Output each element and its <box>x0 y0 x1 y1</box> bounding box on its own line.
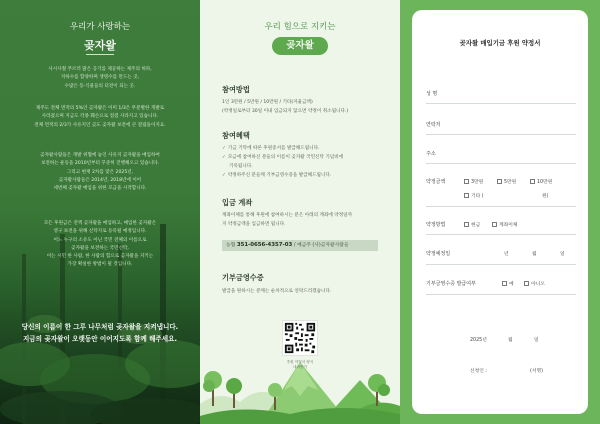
intro-eyebrow: 우리가 사랑하는 <box>69 22 131 32</box>
intro-line: 곶자왈사람들은 개발 위협에 놓인 사유지 곶자왈을 매입하여 <box>40 153 160 158</box>
name-label: 성 명 <box>426 91 438 97</box>
method-option-label: 계좌이체 <box>499 223 518 228</box>
date-year-unit: 년 <box>504 252 509 257</box>
benefit-item <box>222 145 319 153</box>
benefits-title: 참여혜택 <box>222 131 250 140</box>
pledge-date-label: 약정예정일 <box>426 251 451 257</box>
intro-line: 어느 누구의 소유도 아닌 국민 전체의 이름으로 <box>53 237 147 243</box>
checkbox[interactable] <box>492 222 497 227</box>
pledge-amount-label: 약정금액 <box>426 179 446 185</box>
method-title: 참여방법 <box>222 85 250 94</box>
benefit-text: 모금에 참여하신 분들의 이름이 곶자왈 국민신탁 기념비에 <box>227 155 344 160</box>
participation-eyebrow: 우리 힘으로 지키는 <box>264 22 336 32</box>
qr-caption-line: 후원 약정서 양식 <box>286 360 314 364</box>
sign-month: 월 <box>508 338 513 343</box>
bank-account-box <box>222 240 378 251</box>
pledge-method-label: 약정방법 <box>426 222 446 228</box>
intro-line: 전체 면적의 2/3가 사유지인 곶도 곶자왈 보전에 큰 걸림돌이지요. <box>34 122 166 128</box>
checkbox[interactable] <box>502 281 507 286</box>
checkbox[interactable] <box>464 222 469 227</box>
contact-field[interactable] <box>426 134 576 135</box>
name-field[interactable] <box>426 103 576 104</box>
pledge-date-field[interactable] <box>426 264 576 265</box>
check-icon: ✓ <box>222 173 226 178</box>
intro-line: 수많은 동·식물들의 터전이 되는 곳. <box>64 83 136 89</box>
benefit-item-continued <box>229 163 253 171</box>
checkbox[interactable] <box>530 179 535 184</box>
divider <box>426 294 576 295</box>
receipt-issue-label: 기부금영수증 발급여부 <box>426 281 476 287</box>
amount-option-30000[interactable] <box>464 178 483 185</box>
account-title: 입금 계좌 <box>222 198 253 207</box>
intro-paragraph-3 <box>14 152 186 193</box>
intro-line: 세번째 곶자왈 매입을 위한 모금을 시작합니다. <box>53 186 147 192</box>
method-line: 1인 3만원 / 5만원 / 10만원 / 기타(자율금액) <box>222 100 313 105</box>
sign-day: 일 <box>534 338 539 343</box>
intro-line: 지하수를 함양하며 생명수를 만드는 곳, <box>60 75 140 81</box>
intro-line: 곶자왈사람들은 2014년, 2018년에 이어 <box>58 177 142 183</box>
check-icon: ✓ <box>222 155 226 160</box>
account-line: 지 약정금액을 입금하면 됩니다. <box>222 222 286 227</box>
account-line: 계좌이체를 통해 후원에 참여하시는 분은 아래의 계좌에 약정일까 <box>222 213 353 218</box>
receipt-option-yes[interactable] <box>502 280 514 287</box>
receipt-option-label: 예 <box>509 282 514 287</box>
intro-line: 모든 후원금은 전액 곶자왈을 매입하고, 매입한 곶자왈은 <box>43 221 157 226</box>
title-divider <box>86 54 114 55</box>
intro-brand-title: 곶자왈 <box>84 39 116 52</box>
intro-paragraph-4 <box>14 220 186 270</box>
checkbox[interactable] <box>464 179 469 184</box>
amount-option-other[interactable] <box>464 192 484 199</box>
method-line: (약정일로부터 30일 이내 입금되지 않으면 약정이 취소됩니다.) <box>222 109 349 114</box>
date-day-unit: 일 <box>560 252 565 257</box>
contact-label: 연락처 <box>426 122 441 128</box>
date-month-unit: 월 <box>532 252 537 257</box>
account-number: 351-0656-4357-03 <box>236 242 293 248</box>
divider <box>426 234 576 235</box>
amount-option-50000[interactable] <box>497 178 516 185</box>
benefit-item <box>222 172 331 180</box>
form-title: 곶자왈 매입기금 후원 약정서 <box>459 39 541 47</box>
checkbox[interactable] <box>524 281 529 286</box>
intro-line: 그리고 현재 2차를 맞은 2025년, <box>66 169 134 175</box>
intro-panel <box>0 0 200 424</box>
method-option-label: 현금 <box>471 223 481 228</box>
receipt-option-no[interactable] <box>524 280 545 287</box>
address-label: 주소 <box>426 151 436 157</box>
sign-year: 2025년 <box>470 338 487 343</box>
bank-name: 농협 <box>226 243 236 248</box>
participation-panel <box>200 0 400 424</box>
intro-line: 사시사철 푸르러 맑은 공기를 제공하는 제주의 허파, <box>48 67 152 72</box>
amount-option-label: 5만원 <box>504 180 517 185</box>
amount-option-label: 기타 ( <box>471 194 484 199</box>
intro-paragraph-2 <box>14 105 186 130</box>
benefit-item <box>222 154 343 162</box>
qr-code[interactable] <box>282 320 318 356</box>
checkbox[interactable] <box>464 193 469 198</box>
signer-label: 신청인 : <box>470 369 488 374</box>
intro-line: 곶자왈을 보전하는 국민신탁, <box>71 245 129 251</box>
intro-line: 보전하는 운동을 2010년부터 꾸준히 진행해오고 있습니다. <box>40 161 160 167</box>
intro-paragraph-1 <box>14 66 186 91</box>
amount-option-label: 10만원 <box>537 180 553 185</box>
benefit-text: 기금 기탁에 따른 후원증서를 발급해드립니다. <box>227 146 320 151</box>
intro-line: 사라졌으며 지금도 각종 훼손으로 점점 사라지고 있습니다. <box>41 114 159 120</box>
pledge-form-panel <box>400 0 600 424</box>
benefit-text: 약정하주신 분들께 기부금영수증을 발급해드립니다. <box>227 173 332 178</box>
intro-line: 영구 보전을 위해 신탁지로 등록될 예정입니다. <box>53 229 147 235</box>
intro-line: 제주도 전체 면적의 5%인 곶자왈은 이미 1/3은 무분별한 개발로 <box>35 106 165 111</box>
amount-option-label: 3만원 <box>471 180 484 185</box>
signature-field[interactable]: (서명) <box>530 369 544 374</box>
method-option-transfer[interactable] <box>492 221 518 228</box>
check-icon: ✓ <box>222 146 226 151</box>
method-option-cash[interactable] <box>464 221 480 228</box>
qr-caption <box>260 360 340 371</box>
divider <box>426 206 576 207</box>
receipt-option-label: 아니오 <box>531 282 545 287</box>
amount-option-100000[interactable] <box>530 178 552 185</box>
intro-line: 이는 시민 한 사람, 한 사람의 힘으로 곶자왈을 지키는 <box>46 254 154 260</box>
address-field[interactable] <box>426 163 576 164</box>
benefit-text: 기록됩니다. <box>229 164 253 169</box>
receipt-line: 발급을 원하시는 분께는 순차적으로 연락드리겠습니다. <box>222 289 332 294</box>
intro-line: 가장 확실한 방법이 될 것입니다. <box>67 262 133 268</box>
receipt-title: 기부금영수증 <box>222 273 264 282</box>
intro-slogan <box>8 321 192 345</box>
slogan-line: 당신의 이름이 한 그루 나무처럼 곶자왈을 지켜냅니다. <box>21 323 179 331</box>
brand-pill: 곶자왈 <box>272 37 328 55</box>
amount-other-suffix: 원) <box>542 194 549 199</box>
pledge-form-sheet <box>412 10 588 414</box>
qr-caption-line: 내려받기 <box>293 365 307 370</box>
checkbox[interactable] <box>497 179 502 184</box>
slogan-line: 지금의 곶자왈이 오랫동안 이어지도록 함께 해주세요. <box>22 335 178 343</box>
account-holder: / 예금주 (사)곶자왈사람들 <box>293 243 349 248</box>
